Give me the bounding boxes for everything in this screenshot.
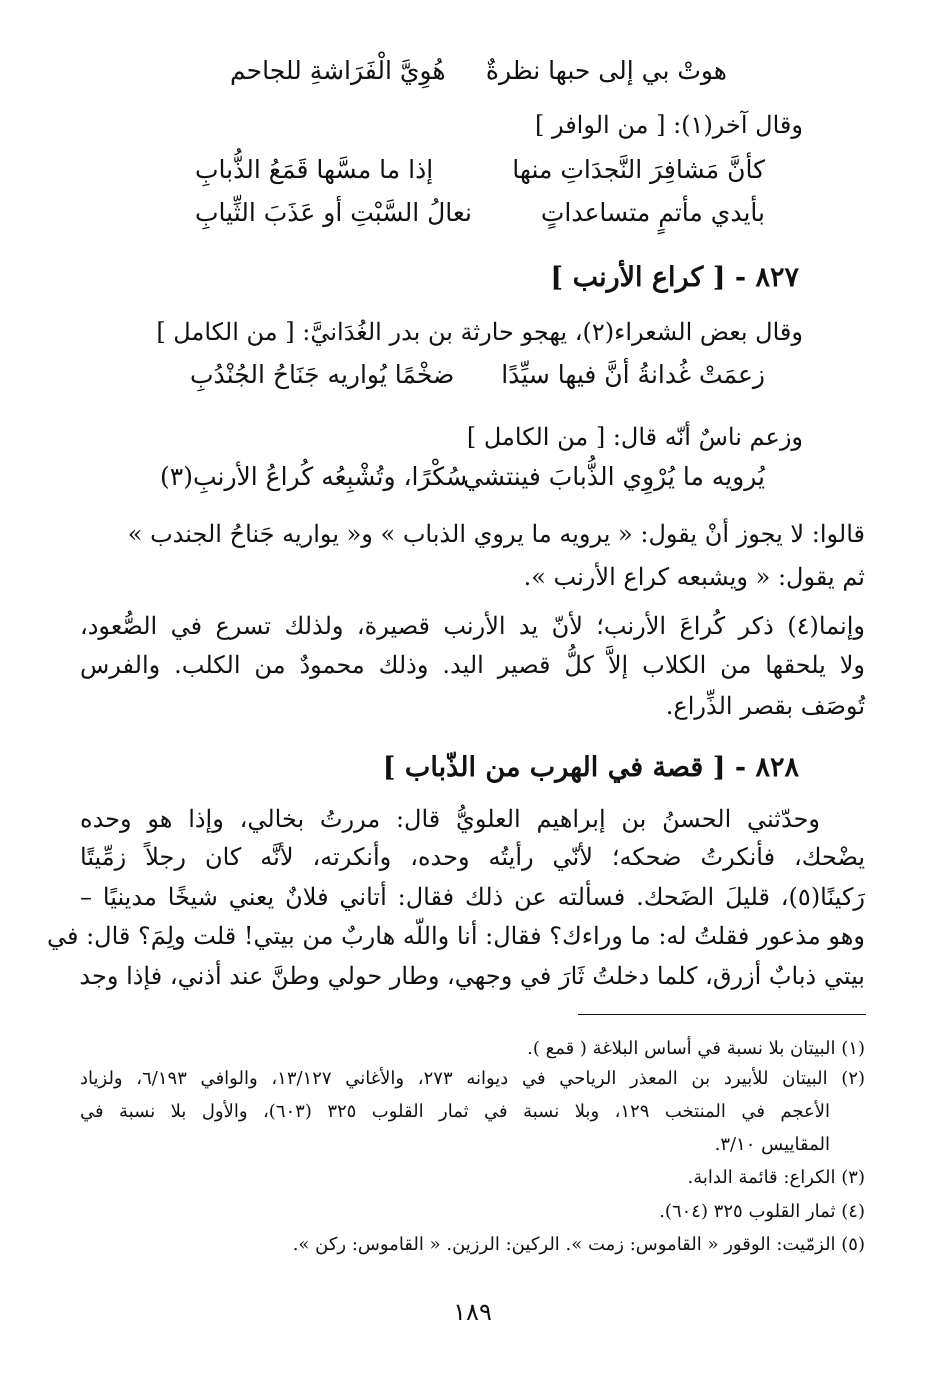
verse-line-left: إذا ما مسَّها قَمَعُ الذُّبابِ [195,155,434,184]
paragraph-line: ثم يقول: « ويشبعه كراع الأرنب ». [523,563,865,591]
footnote: الأعجم في المنتخب ١٢٩، وبلا نسبة في ثمار القلوب ٣٢٥ (٦٠٣)، والأول بلا نسبة في [80,1101,830,1122]
footnote: (٥) الزمّيت: الوقور « القاموس: زمت ». الركين: الرزين. « القاموس: ركن ». [292,1234,865,1255]
footnote: (٤) ثمار القلوب ٣٢٥ (٦٠٤). [659,1201,865,1222]
verse-line-right: يُرويه ما يُرْوِي الذُّبابَ فينتشي [463,462,765,491]
paragraph-line: رَكينًا(٥)، قليلَ الضَحك. فسألته عن ذلك فقال: أتاني فلانٌ يعني شيخًا مدينيًا – [80,883,865,911]
verse-intro-right: هوتْ بي إلى حبها نظرةٌ [485,56,727,85]
verse-line-left: ضخْمًا يُواريه جَنَاحُ الجُنْدُبِ [190,360,455,389]
poem-intro: وقال بعض الشعراء(٢)، يهجو حارثة بن بدر الغُدَانيَّ: [ من الكامل ] [156,318,803,346]
paragraph-line: يضْحك، فأنكرتُ ضحكه؛ لأنّي رأيتُه وحده، وأنكرته، لأنَّه كان رجلاً زمِّيتًا [80,843,865,871]
paragraph-line: تُوصَف بقصر الذِّراع. [665,692,865,720]
poem-intro: وزعم ناسٌ أنّه قال: [ من الكامل ] [466,423,803,451]
section-heading-827: ٨٢٧ - [ كراع الأرنب ] [550,262,799,293]
paragraph-line: وإنما(٤) ذكر كُراعَ الأرنب؛ لأنّ يد الأرنب قصيرة، ولذلك تسرع في الصُّعود، [80,612,865,640]
paragraph-line: ولا يلحقها من الكلاب إلاَّ كلُّ قصير اليد. وذلك محمودٌ من الكلب. والفرس [80,651,865,679]
verse-line-right: كأنَّ مَشافِرَ النَّجدَاتِ منها [512,155,765,184]
footnote: (١) البيتان بلا نسبة في أساس البلاغة ( قمع ). [527,1038,865,1059]
footnote: (٣) الكراع: قائمة الدابة. [687,1167,865,1188]
footnote-divider [578,1014,866,1015]
section-heading-828: ٨٢٨ - [ قصة في الهرب من الذّباب ] [382,752,799,783]
poem-intro: وقال آخر(١): [ من الوافر ] [534,111,803,139]
verse-line-right: زعمَتْ غُدانةُ أنَّ فيها سيِّدًا [501,360,765,389]
paragraph-line: قالوا: لا يجوز أنْ يقول: « يرويه ما يروي الذباب » و« يواريه جَناحُ الجندب » [127,520,865,548]
verse-line-left: نعالُ السَّبْتِ أو عَذَبَ الثِّيابِ [195,198,472,227]
paragraph-line: بيتي ذبابٌ أزرق، كلما دخلتُ ثَارَ في وجهي، وطار حولي وطنَّ عند أذني، فإذا وجد [79,962,865,990]
verse-line-left: سُكْرًا، وتُشْبِعُه كُراعُ الأرنبِ(٣) [160,462,468,491]
page-number: ١٨٩ [453,1298,492,1326]
paragraph-line: وحدّثني الحسنُ بن إبراهيم العلويُّ قال: مررتُ بخالي، وإذا هو وحده [80,805,820,833]
paragraph-line: وهو مذعور فقلتُ له: ما وراءك؟ فقال: أنا واللّه هاربٌ من بيتي! قلت ولِمَ؟ قال: في [46,922,865,950]
verse-line-right: بأيدي مأتمٍ متساعداتٍ [540,198,765,227]
verse-intro-left: هُوِيَّ الْفَرَاشةِ للجاحم [230,56,446,85]
footnote: المقاييس ٣/١٠. [714,1134,830,1155]
footnote: (٢) البيتان للأبيرد بن المعذر الرياحي في ديوانه ٢٧٣، والأغاني ١٣/١٢٧، والوافي ٦/١٩٣، ولزياد [80,1068,866,1089]
